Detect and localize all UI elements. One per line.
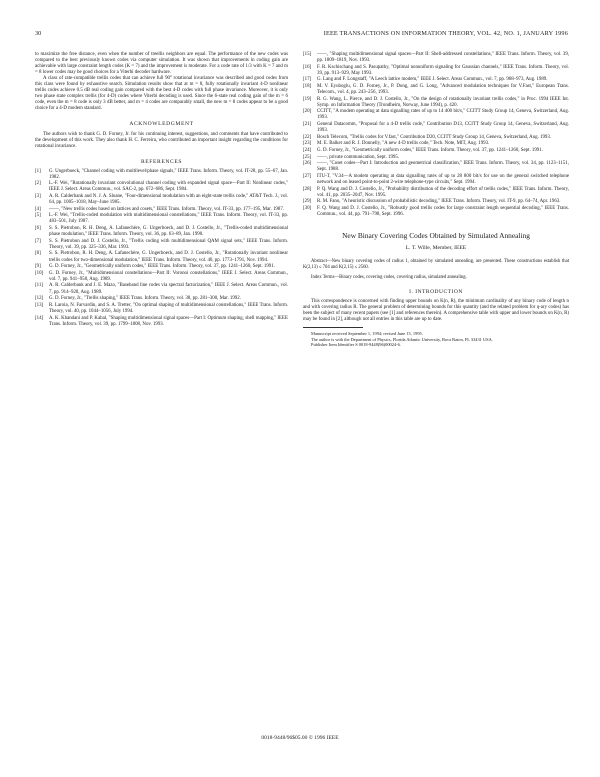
reference-item <box>303 109 569 121</box>
author-line: L. T. Wille, Member, IEEE <box>405 245 467 252</box>
reference-text: R. Laroia, N. Farvardin, and S. A. Tretter, "On optimal shaping of multidimensional constellations," IEEE Trans. Inform. Theory, vol. 40, pp. 1044–1056, July 1994. <box>49 302 288 314</box>
reference-item <box>35 213 288 225</box>
reference-list-continued <box>303 52 569 218</box>
reference-number: [30] <box>303 206 312 212</box>
reference-item <box>303 155 569 161</box>
reference-number: [19] <box>303 96 312 102</box>
reference-item <box>303 84 569 96</box>
reference-item <box>35 207 288 213</box>
reference-text: L.-F. Wei, "Rotationally invariant convolutional channel coding with expanded signal space—Part II: Nonlinear codes," IEEE J. Select. Areas Commun., vol. SAC-2, pp. 672–686, Sept. 1984. <box>49 181 288 193</box>
index-terms: Index Terms—Binary codes, covering codes, covering radius, simulated annealing. <box>311 274 467 280</box>
reference-text: P. Q. Wang and D. J. Costello, Jr., "Probability distribution of the decoding effort of trellis codes," IEEE Trans. Inform. Theory, vol. 41, pp. 2035–2047, Nov. 1995. <box>317 186 569 198</box>
reference-text: ——, "Shaping multidimensional signal spaces—Part II: Shell-addressed constellations," IEEE Trans. Inform. Theory, vol. 39, pp. 1809–1819, Nov. 1993. <box>317 52 569 64</box>
reference-item <box>35 251 288 263</box>
reference-number: [23] <box>303 141 312 147</box>
conclusion-paragraph: to maximize the free distance, even when the number of treellis neighbors are equal. The performance of the new codes was compared to the best previously known codes via computer simulation. It was shown that improvements in coding gain are achievable with large constraint length codes (K = 7) and the improvement is moderate. For a code rate of 1/3 with K = 7 and m = 8 lower codes may be good choices for a Viterbi decoder hardware. <box>35 52 288 76</box>
reference-item <box>303 206 569 218</box>
reference-item <box>303 141 569 147</box>
footnote: Publisher Item Identifier S 0018-9448(96)00024-6. <box>311 342 401 348</box>
reference-number: [27] <box>303 174 312 180</box>
reference-text: ——, "Coset codes—Part I: Introduction and geometrical classification," IEEE Trans. Inform. Theory, vol. 34, pp. 1123–1151, Sept. 1988. <box>317 161 569 173</box>
reference-text: A. R. Calderbank and N. J. A. Sloane, "Four-dimensional modulation with an eight-state trellis code," AT&T Tech. J., vol. 64, pp. 1005–1018, May–June 1985. <box>49 194 288 206</box>
reference-item <box>303 65 569 77</box>
acknowledgment-text: The authors wish to thank G. D. Forney, Jr. for his continuing interest, suggestions, and comments that have contributed to the development of this work. They also thank H. C. Ferreira, who contributed an important insight regarding the conditions for rotational invariance. <box>35 131 288 149</box>
section-heading: I. INTRODUCTION <box>409 288 463 295</box>
abstract: Abstract—New binary covering codes of radius 1, obtained by simulated annealing, are presented. These constructions establish that K(2,13) ≤ 704 and K(2,15) ≤ 2560. <box>303 259 569 271</box>
reference-number: [1] <box>35 168 41 174</box>
journal-title: IEEE TRANSACTIONS ON INFORMATION THEORY, VOL. 42, NO. 1, JANUARY 1996 <box>323 30 568 37</box>
reference-text: S. S. Pietrobon and D. J. Costello, Jr., "Trellis coding with multidimensional QAM signal sets," IEEE Trans. Inform. Theory, vol. 39, pp. 325–336, Mar. 1993. <box>49 238 288 250</box>
reference-item <box>303 148 569 154</box>
reference-number: [17] <box>303 77 312 83</box>
reference-item <box>35 194 288 206</box>
reference-text: S. S. Pietrobon, R. H. Deng, A. Lafanechère, G. Ungerboeck, and D. J. Costello, Jr., "Trellis-coded multidimensional phase modulation," IEEE Trans. Inform. Theory, vol. 36, pp. 63–89, Jan. 1990. <box>49 226 288 238</box>
reference-item <box>35 264 288 270</box>
reference-number: [7] <box>35 238 41 244</box>
reference-item <box>303 174 569 186</box>
reference-item <box>303 161 569 173</box>
reference-item <box>35 239 288 251</box>
reference-text: F. R. Kschischang and S. Pasupathy, "Optimal nonuniform signaling for Gaussian channels," IEEE Trans. Inform. Theory, vol. 39, pp. 913–929, May 1993. <box>317 64 569 76</box>
reference-number: [15] <box>303 52 312 57</box>
reference-list <box>35 169 288 328</box>
reference-text: A. R. Calderbank and J. E. Mazo, "Baseband line codes via spectral factorization," IEEE J. Select. Areas Commun., vol. 7, pp. 914–928, Aug. 1989. <box>49 283 288 295</box>
reference-number: [11] <box>35 283 43 289</box>
reference-text: F. Q. Wang and D. J. Costello, Jr., "Robustly good trellis codes for large constraint length sequential decoding," IEEE Trans. Commun., vol. 44, pp. 791–798, Sept. 1996. <box>317 206 569 218</box>
reference-text: L.-F. Wei, "Trellis-coded modulation with multidimensional constellations," IEEE Trans. Inform. Theory, vol. IT-33, pp. 483–501, July 1987. <box>49 213 288 225</box>
reference-item <box>35 283 288 295</box>
reference-text: S. S. Pietrobon, R. H. Deng, A. Lafanechère, G. Ungerboeck, and D. J. Costello, Jr., "Rotationally invariant nonlinear trellis codes for two-dimensional modulation," IEEE Trans. Inform. Theory, vol. 40, pp. 1773–1791, Nov. 1994. <box>49 251 288 263</box>
reference-text: G. Ungerboeck, "Channel coding with multilevel/phase signals," IEEE Trans. Inform. Theory, vol. IT-28, pp. 55–67, Jan. 1982. <box>49 168 288 180</box>
reference-number: [20] <box>303 109 312 115</box>
reference-text: General Datacomm, "Proposal for a 4-D trellis code," Contribution D13, CCITT Study Group 14, Geneva, Switzerland, Aug. 1993. <box>317 122 569 134</box>
copyright-footer: 0018-9448/96$05.00 © 1996 IEEE <box>261 735 339 741</box>
reference-item <box>35 226 288 238</box>
reference-number: [26] <box>303 161 312 167</box>
reference-number: [28] <box>303 186 312 192</box>
reference-item <box>303 199 569 205</box>
references-heading: REFERENCES <box>140 158 183 165</box>
footnote: Manuscript received September 1, 1994; revised June 15, 1995. <box>311 331 423 337</box>
reference-item <box>35 316 288 328</box>
reference-text: A. K. Khandani and P. Kabal, "Shaping multidimensional signal spaces—Part I: Optimum shaping, shell mapping," IEEE Trans. Inform. Theory, vol. 39, pp. 1799–1808, Nov. 1993. <box>49 315 288 327</box>
reference-number: [24] <box>303 148 312 154</box>
reference-number: [8] <box>35 251 41 257</box>
reference-text: ——, private communication, Sept. 1995. <box>317 154 400 160</box>
reference-text: G. D. Forney, Jr., "Trellis shaping," IEEE Trans. Inform. Theory, vol. 38, pp. 281–300, Mar. 1992. <box>49 296 241 302</box>
reference-item <box>35 296 288 302</box>
reference-text: ITU-T, "V.34—A modem operating at data signalling rates of up to 28 800 bit/s for use on the general switched telephone network and on leased point-to-point 2-wire telephone-type circuits," Sept. 1994. <box>317 174 569 186</box>
reference-number: [21] <box>303 122 312 128</box>
acknowledgment-heading: ACKNOWLEDGMENT <box>129 121 194 128</box>
reference-number: [4] <box>35 206 41 212</box>
left-column <box>35 52 288 328</box>
reference-item <box>303 52 569 64</box>
reference-number: [9] <box>35 264 41 270</box>
reference-item <box>35 169 288 181</box>
reference-item <box>303 77 569 83</box>
reference-text: R. G. Wang, L. Pierce, and D. J. Costello, Jr., "On the design of rotationally invariant trellis codes," in Proc. 1994 IEEE Int. Symp. on Information Theory (Trondheim, Norway, June 1994), p. 420. <box>317 96 569 108</box>
reference-number: [5] <box>35 213 41 219</box>
footnote-divider <box>303 327 363 328</box>
reference-number: [2] <box>35 181 41 187</box>
reference-text: G. D. Forney, Jr., "Geometrically uniform codes," IEEE Trans. Inform. Theory, vol. 37, pp. 1241–1260, Sept. 1991. <box>49 264 275 270</box>
right-column <box>303 52 569 348</box>
reference-item <box>35 303 288 315</box>
reference-number: [29] <box>303 199 312 205</box>
reference-text: G. Lang and F. Longstaff, "A Leech lattice modem," IEEE J. Select. Areas Commun., vol. 7, pp. 968–973, Aug. 1989. <box>317 77 548 83</box>
reference-number: [16] <box>303 64 312 70</box>
reference-text: CCITT, "A modem operating at data signalling rates of up to 14 400 bit/s," CCITT Study Group 14, Geneva, Switzerland, Aug. 1993. <box>317 109 569 121</box>
reference-number: [14] <box>35 315 44 321</box>
reference-item <box>35 271 288 283</box>
reference-item <box>303 135 569 141</box>
reference-text: R. M. Fano, "A heuristic discussion of probabilistic decoding," IEEE Trans. Inform. Theory, vol. IT-9, pp. 64–74, Apr. 1963. <box>317 199 561 205</box>
reference-text: G. D. Forney, Jr., "Geometrically uniform codes," IEEE Trans. Inform. Theory, vol. 37, pp. 1241–1260, Sept. 1991. <box>317 148 543 154</box>
reference-number: [10] <box>35 270 44 276</box>
reference-text: M. V. Eyuboglu, G. D. Forney, Jr., P. Dong, and G. Long, "Advanced modulation techniques for V.Fast," European Trans. Telecom., vol. 4, pp. 243–256, 1993. <box>317 84 569 96</box>
footnote: The author is with the Department of Physics, Florida Atlantic University, Boca Raton, FL 33431 USA. <box>311 336 493 342</box>
reference-number: [6] <box>35 226 41 232</box>
intro-paragraph: This correspondence is concerned with finding upper bounds on K(n, R), the minimum cardinality of any binary code of length n and with covering radius R. The general problem of determining bounds for this quantity (and the related problem for q-ary codes) has been the subject of many recent papers (see [1] and references therein). A comprehensive table with upper and lower bounds on K(n, R) may be found in [2], although not all entries in this table are up to date. <box>303 298 569 323</box>
reference-number: [3] <box>35 194 41 200</box>
reference-number: [22] <box>303 134 312 140</box>
reference-number: [13] <box>35 302 44 308</box>
reference-item <box>35 181 288 193</box>
reference-number: [18] <box>303 84 312 90</box>
running-header <box>35 30 568 42</box>
paper-title: New Binary Covering Codes Obtained by Simulated Annealing <box>342 231 530 241</box>
reference-number: [25] <box>303 154 312 160</box>
reference-text: M. E. Balker and R. J. Donnelly, "A new 4-D trellis code," Tech. Note, MIT, Aug. 1993. <box>317 141 490 147</box>
reference-text: ——, "New trellis codes based on lattices and cosets," IEEE Trans. Inform. Theory, vol. IT-33, pp. 177–195, Mar. 1987. <box>49 206 284 212</box>
reference-text: G. D. Forney, Jr., "Multidimensional constellations—Part II: Voronoi constellations," IEEE J. Select. Areas Commun., vol. 7, pp. 941–958, Aug. 1989. <box>49 270 288 282</box>
page-number: 30 <box>35 30 42 37</box>
conclusion-paragraph: A class of rate-compatible trellis codes that can achieve full 90° rotational invariance was described and good codes from this class were found by exhaustive search. Simulation results show that at m = 8, fully rotationally invariant 4-D nonlinear trellis codes achieve 0.5 dB real coding gain compared with the best 4-D codes with full phase invariance. Moreover, it is only two phase state complex trellis (for 4-D) codes where Viterbi decoding is used. Since the 6-state real coding gain of the m = 6 code, even the m = 8 code is only 3 dB better, and m = 4 codes are comparably small, the new m = 8 codes appear to be a good choice for a 4-D modem standard. <box>35 76 288 112</box>
reference-number: [12] <box>35 296 44 302</box>
reference-text: Bosch Telecom, "Trellis codes for V.fast," Contribution D20, CCITT Study Group 14, Geneva, Switzerland, Aug. 1993. <box>317 134 552 140</box>
reference-item <box>303 97 569 109</box>
reference-item <box>303 187 569 199</box>
reference-item <box>303 122 569 134</box>
footnotes <box>303 331 569 348</box>
